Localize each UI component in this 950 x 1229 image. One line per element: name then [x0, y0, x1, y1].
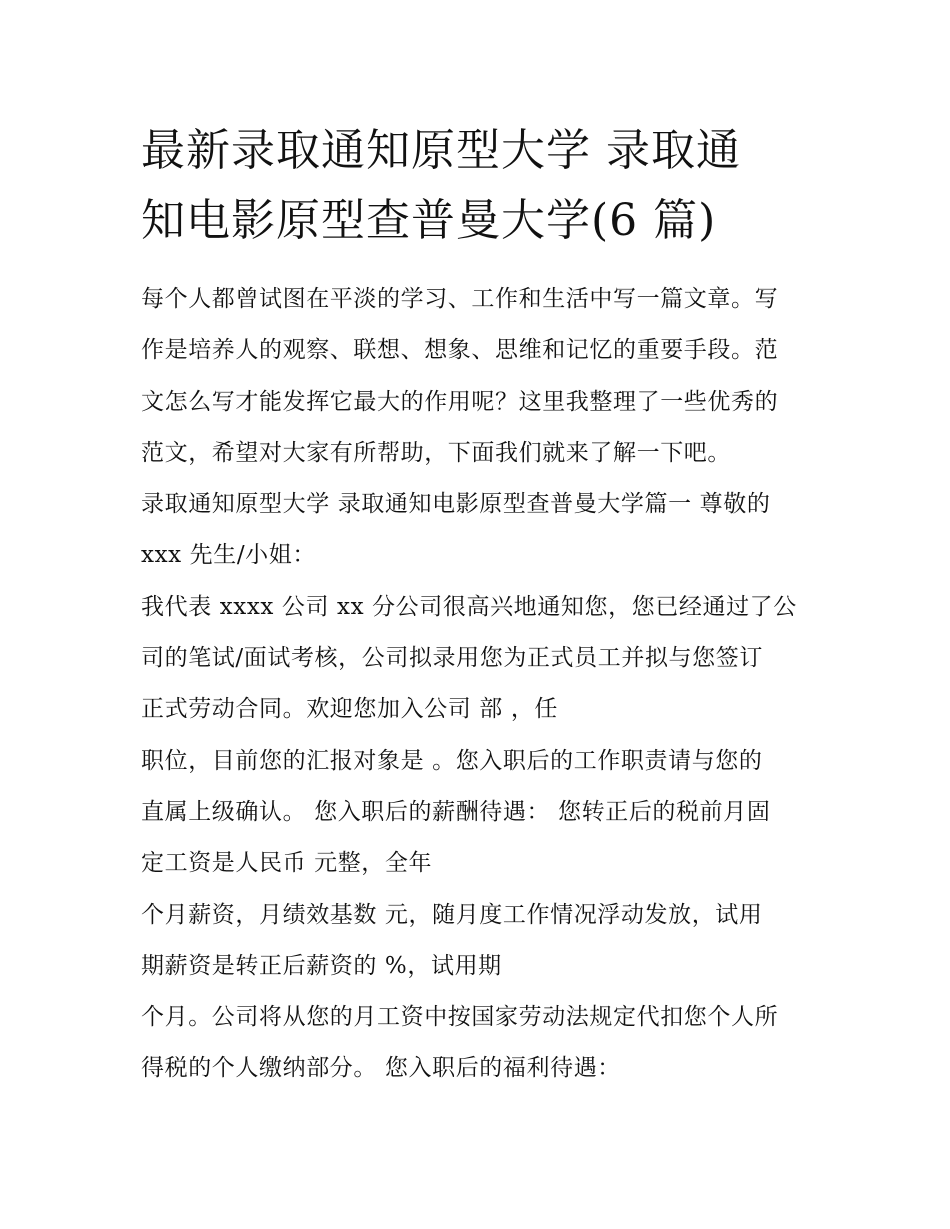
body-line: 定工资是人民币 元整，全年 [141, 850, 433, 877]
body-line: 文怎么写才能发挥它最大的作用呢？这里我整理了一些优秀的 [141, 388, 779, 415]
body-line: 得税的个人缴纳部分。 您入职后的福利待遇： [141, 1055, 621, 1082]
body-line: 期薪资是转正后薪资的 %，试用期 [141, 952, 502, 979]
document-body [141, 274, 811, 1095]
body-line: 司的笔试/面试考核，公司拟录用您为正式员工并拟与您签订 [141, 645, 763, 672]
body-line: 我代表 xxxx 公司 xx 分公司很高兴地通知您，您已经通过了公 [141, 593, 797, 620]
body-line: 个月。公司将从您的月工资中按国家劳动法规定代扣您个人所 [141, 1004, 779, 1031]
title-line-1: 最新录取通知原型大学 录取通 [141, 125, 741, 176]
title-line-2: 知电影原型查普曼大学(6 篇) [141, 195, 717, 246]
body-line: 职位，目前您的汇报对象是 。您入职后的工作职责请与您的 [141, 747, 763, 774]
body-line: 每个人都曾试图在平淡的学习、工作和生活中写一篇文章。写 [141, 286, 779, 312]
body-line: xxx 先生/小姐： [141, 542, 316, 569]
document-page [141, 116, 811, 1095]
body-line: 个月薪资，月绩效基数 元，随月度工作情况浮动发放，试用 [141, 901, 763, 928]
body-line: 直属上级确认。 您入职后的薪酬待遇： 您转正后的税前月固 [141, 798, 771, 825]
body-line: 范文，希望对大家有所帮助，下面我们就来了解一下吧。 [141, 439, 731, 466]
body-line: 录取通知原型大学 录取通知电影原型查普曼大学篇一 尊敬的 [141, 491, 771, 518]
body-line: 正式劳动合同。欢迎您加入公司 部 ，任 [141, 696, 559, 723]
document-title [141, 116, 811, 256]
body-line: 作是培养人的观察、联想、想象、思维和记忆的重要手段。范 [141, 337, 779, 364]
